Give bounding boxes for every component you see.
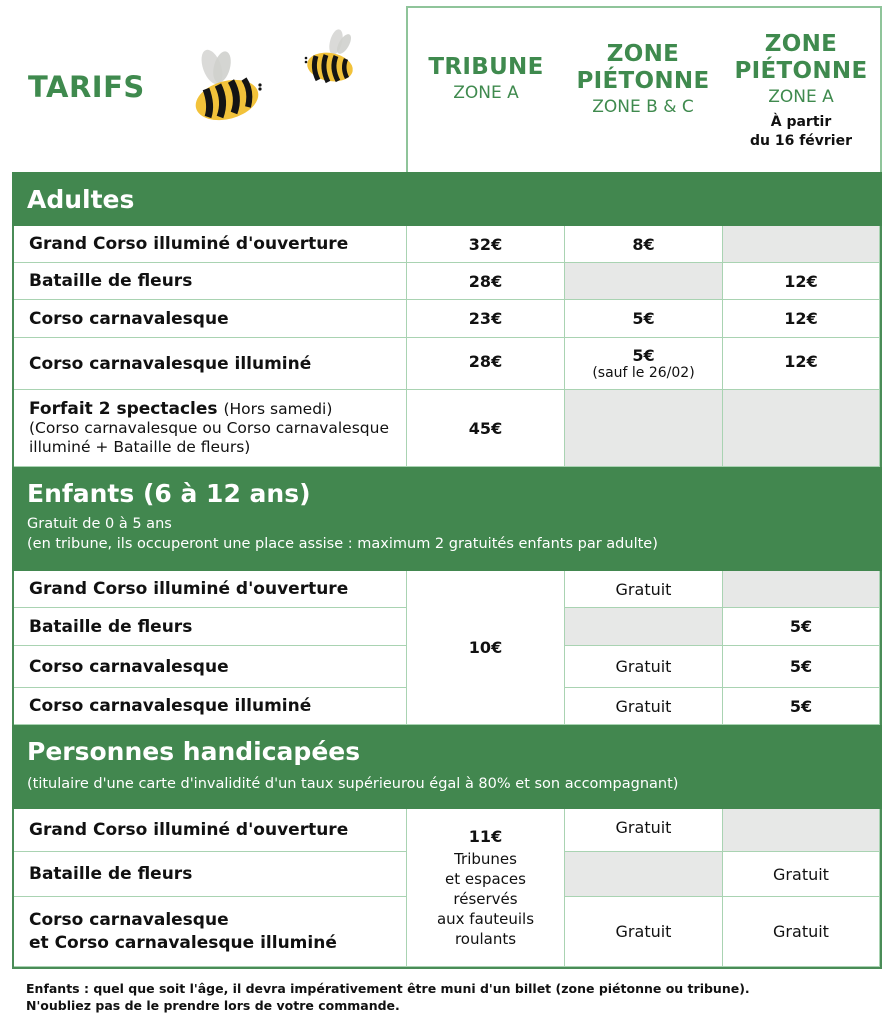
column-header-zone-a <box>722 6 882 173</box>
row-label: Grand Corso illuminé d'ouverture <box>14 226 407 263</box>
price-zone-a-unavailable <box>723 390 880 467</box>
section-header-handicap <box>12 725 882 809</box>
row-label-line: Corso carnavalesque <box>29 909 229 930</box>
row-label-detail: (Corso carnavalesque ou Corso carnavalesque illuminé + Bataille de fleurs) <box>29 419 389 456</box>
row-label-two-lines <box>14 897 407 967</box>
price-note: réservés <box>453 889 518 908</box>
row-label: Corso carnavalesque illuminé <box>14 688 407 725</box>
column-header-tribune <box>406 6 566 173</box>
section-subtitle: Gratuit de 0 à 5 ans <box>27 516 172 532</box>
price-zone-a-unavailable <box>723 809 880 852</box>
price-tribune: 28€ <box>407 338 565 390</box>
price-zone-a: 5€ <box>723 688 880 725</box>
price-zone-bc-unavailable <box>565 852 723 897</box>
footer-line: Enfants : quel que soit l'âge, il devra impérativement être muni d'un billet (zone piétonne ou tribune). <box>26 981 750 996</box>
section-title: Adultes <box>27 184 135 214</box>
price-tribune-merged: 10€ <box>407 571 565 725</box>
column-header-title: ZONE <box>764 30 838 57</box>
footer-note <box>26 980 750 1014</box>
price-zone-bc: Gratuit <box>565 809 723 852</box>
row-label-main: Forfait 2 spectacles <box>29 399 218 419</box>
price-zone-a: 5€ <box>723 646 880 688</box>
price-tribune: 28€ <box>407 263 565 300</box>
price-zone-bc: 5€ <box>565 300 723 338</box>
price-zone-a: Gratuit <box>723 852 880 897</box>
price-value: 5€ <box>632 345 655 365</box>
price-zone-a: 5€ <box>723 608 880 646</box>
price-zone-bc-unavailable <box>565 263 723 300</box>
price-note: Tribunes <box>454 849 517 868</box>
column-header-zone: ZONE B & C <box>592 96 694 117</box>
price-zone-bc-unavailable <box>565 608 723 646</box>
column-header-zone: ZONE A <box>453 83 519 103</box>
price-zone-bc: Gratuit <box>565 646 723 688</box>
footer-line: N'oubliez pas de le prendre lors de votre commande. <box>26 998 400 1013</box>
section-header-adultes <box>12 172 882 226</box>
column-header-zone-bc <box>564 6 724 173</box>
section-header-enfants <box>12 467 882 571</box>
row-label-suffix: (Hors samedi) <box>223 400 333 418</box>
section-subtitle: (en tribune, ils occuperont une place assise : maximum 2 gratuités enfants par adulte) <box>27 536 658 552</box>
column-header-title: ZONE <box>606 40 680 67</box>
column-header-title: PIÉTONNE <box>576 67 710 94</box>
row-label: Bataille de fleurs <box>14 608 407 646</box>
column-header-title: PIÉTONNE <box>734 57 868 84</box>
row-label: Grand Corso illuminé d'ouverture <box>14 809 407 852</box>
price-note: et espaces <box>445 869 526 888</box>
price-zone-a: 12€ <box>723 300 880 338</box>
price-note: (sauf le 26/02) <box>592 364 695 381</box>
price-zone-a: 12€ <box>723 263 880 300</box>
price-tribune: 45€ <box>407 390 565 467</box>
column-header-title: TRIBUNE <box>428 54 544 80</box>
bee-icon <box>190 45 270 125</box>
bee-icon <box>302 28 360 86</box>
price-zone-bc-unavailable <box>565 390 723 467</box>
price-note: roulants <box>454 929 517 948</box>
price-zone-a: 12€ <box>723 338 880 390</box>
price-tribune: 23€ <box>407 300 565 338</box>
price-note: aux fauteuils <box>436 909 535 928</box>
price-zone-a-unavailable <box>723 226 880 263</box>
price-zone-a: Gratuit <box>723 897 880 967</box>
row-label: Bataille de fleurs <box>14 852 407 897</box>
price-zone-bc: 8€ <box>565 226 723 263</box>
price-zone-bc: Gratuit <box>565 688 723 725</box>
price-tribune-merged <box>407 809 565 967</box>
row-label: Grand Corso illuminé d'ouverture <box>14 571 407 608</box>
section-title: Personnes handicapées <box>27 737 361 766</box>
price-zone-bc: Gratuit <box>565 897 723 967</box>
row-label-forfait <box>14 390 407 467</box>
row-label: Corso carnavalesque <box>14 646 407 688</box>
column-header-zone: ZONE A <box>768 86 834 107</box>
section-subtitle: (titulaire d'une carte d'invalidité d'un taux supérieurou égal à 80% et son accompagnant) <box>27 776 679 792</box>
price-zone-bc: Gratuit <box>565 571 723 608</box>
row-label-line: et Corso carnavalesque illuminé <box>29 932 337 953</box>
column-header-note: À partir du 16 février <box>749 113 853 149</box>
price-zone-a-unavailable <box>723 571 880 608</box>
price-tribune: 32€ <box>407 226 565 263</box>
price-value: 11€ <box>468 826 503 846</box>
row-label: Corso carnavalesque <box>14 300 407 338</box>
row-label: Bataille de fleurs <box>14 263 407 300</box>
page-title: TARIFS <box>28 70 145 104</box>
price-zone-bc <box>565 338 723 390</box>
row-label: Corso carnavalesque illuminé <box>14 338 407 390</box>
section-title: Enfants (6 à 12 ans) <box>27 479 311 508</box>
